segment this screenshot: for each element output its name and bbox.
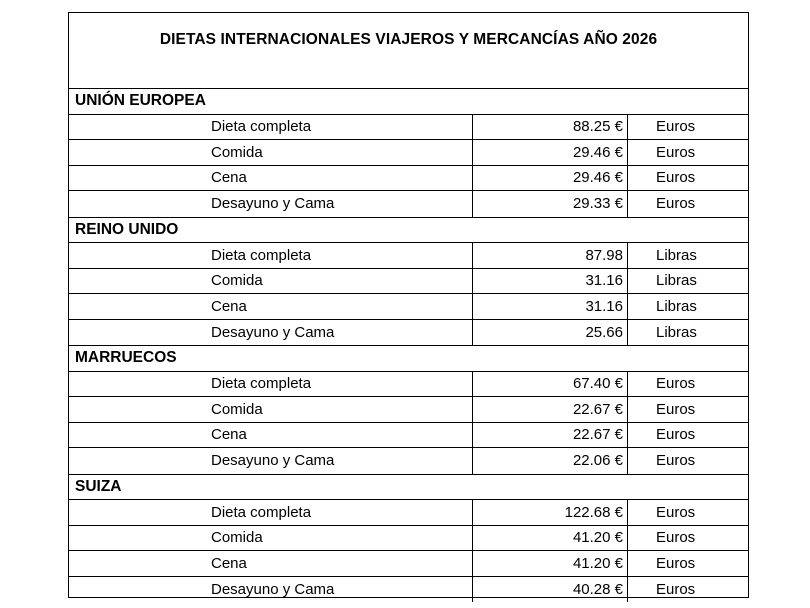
allowance-type: Comida — [69, 397, 473, 422]
currency-unit: Libras — [656, 246, 697, 264]
section-heading: SUIZA — [69, 475, 748, 501]
table-row — [69, 500, 748, 526]
allowance-amount: 22.67 € — [473, 423, 628, 448]
allowance-amount: 29.33 € — [473, 191, 628, 217]
allowance-amount: 41.20 € — [473, 551, 628, 576]
table-row — [69, 551, 748, 577]
currency-unit: Euros — [656, 554, 696, 572]
section-reino-unido — [69, 218, 748, 347]
allowance-type: Cena — [69, 166, 473, 191]
title-box — [69, 13, 748, 89]
allowance-type: Comida — [69, 140, 473, 165]
table-row — [69, 372, 748, 398]
currency-unit: Euros — [656, 143, 696, 161]
table-row — [69, 294, 748, 320]
table-row — [69, 397, 748, 423]
allowance-amount: 29.46 € — [473, 166, 628, 191]
table-row — [69, 140, 748, 166]
allowance-type: Comida — [69, 526, 473, 551]
allowance-amount: 31.16 — [473, 269, 628, 294]
allowance-amount: 31.16 — [473, 294, 628, 319]
allowance-type: Cena — [69, 551, 473, 576]
document-title: DIETAS INTERNACIONALES VIAJEROS Y MERCANCÍAS AÑO 2026 — [159, 31, 658, 48]
allowance-amount: 29.46 € — [473, 140, 628, 165]
allowance-type: Cena — [69, 294, 473, 319]
allowance-amount: 40.28 € — [473, 577, 628, 603]
allowances-document — [68, 12, 749, 598]
currency-unit: Libras — [656, 323, 697, 341]
table-row — [69, 269, 748, 295]
currency-unit: Euros — [656, 580, 696, 598]
table-row — [69, 166, 748, 192]
allowance-type: Desayuno y Cama — [69, 577, 473, 603]
allowance-type: Desayuno y Cama — [69, 191, 473, 217]
currency-unit: Euros — [656, 426, 696, 444]
currency-unit: Euros — [656, 195, 696, 213]
currency-unit: Libras — [656, 272, 697, 290]
allowance-amount: 22.06 € — [473, 448, 628, 474]
allowance-amount: 88.25 € — [473, 115, 628, 140]
table-row — [69, 320, 748, 346]
table-row — [69, 448, 748, 474]
section-heading: MARRUECOS — [69, 346, 748, 372]
allowance-amount: 41.20 € — [473, 526, 628, 551]
currency-unit: Euros — [656, 400, 696, 418]
currency-unit: Euros — [656, 529, 696, 547]
table-row — [69, 577, 748, 603]
currency-unit: Euros — [656, 375, 696, 393]
table-row — [69, 423, 748, 449]
table-row — [69, 115, 748, 141]
currency-unit: Euros — [656, 503, 696, 521]
allowance-type: Dieta completa — [69, 115, 473, 140]
section-heading: UNIÓN EUROPEA — [69, 89, 748, 115]
allowance-amount: 25.66 — [473, 320, 628, 346]
allowance-type: Dieta completa — [69, 243, 473, 268]
allowance-type: Desayuno y Cama — [69, 448, 473, 474]
allowance-type: Dieta completa — [69, 500, 473, 525]
allowance-amount: 22.67 € — [473, 397, 628, 422]
section-suiza — [69, 475, 748, 603]
allowance-type: Cena — [69, 423, 473, 448]
table-row — [69, 243, 748, 269]
table-row — [69, 191, 748, 217]
allowances-table — [69, 89, 748, 602]
allowance-amount: 87.98 — [473, 243, 628, 268]
currency-unit: Euros — [656, 118, 696, 136]
allowance-type: Desayuno y Cama — [69, 320, 473, 346]
section-heading: REINO UNIDO — [69, 218, 748, 244]
allowance-amount: 122.68 € — [473, 500, 628, 525]
section-union-europea — [69, 89, 748, 218]
currency-unit: Euros — [656, 169, 696, 187]
allowance-type: Dieta completa — [69, 372, 473, 397]
section-marruecos — [69, 346, 748, 475]
table-row — [69, 526, 748, 552]
currency-unit: Euros — [656, 452, 696, 470]
allowance-amount: 67.40 € — [473, 372, 628, 397]
allowance-type: Comida — [69, 269, 473, 294]
currency-unit: Libras — [656, 297, 697, 315]
